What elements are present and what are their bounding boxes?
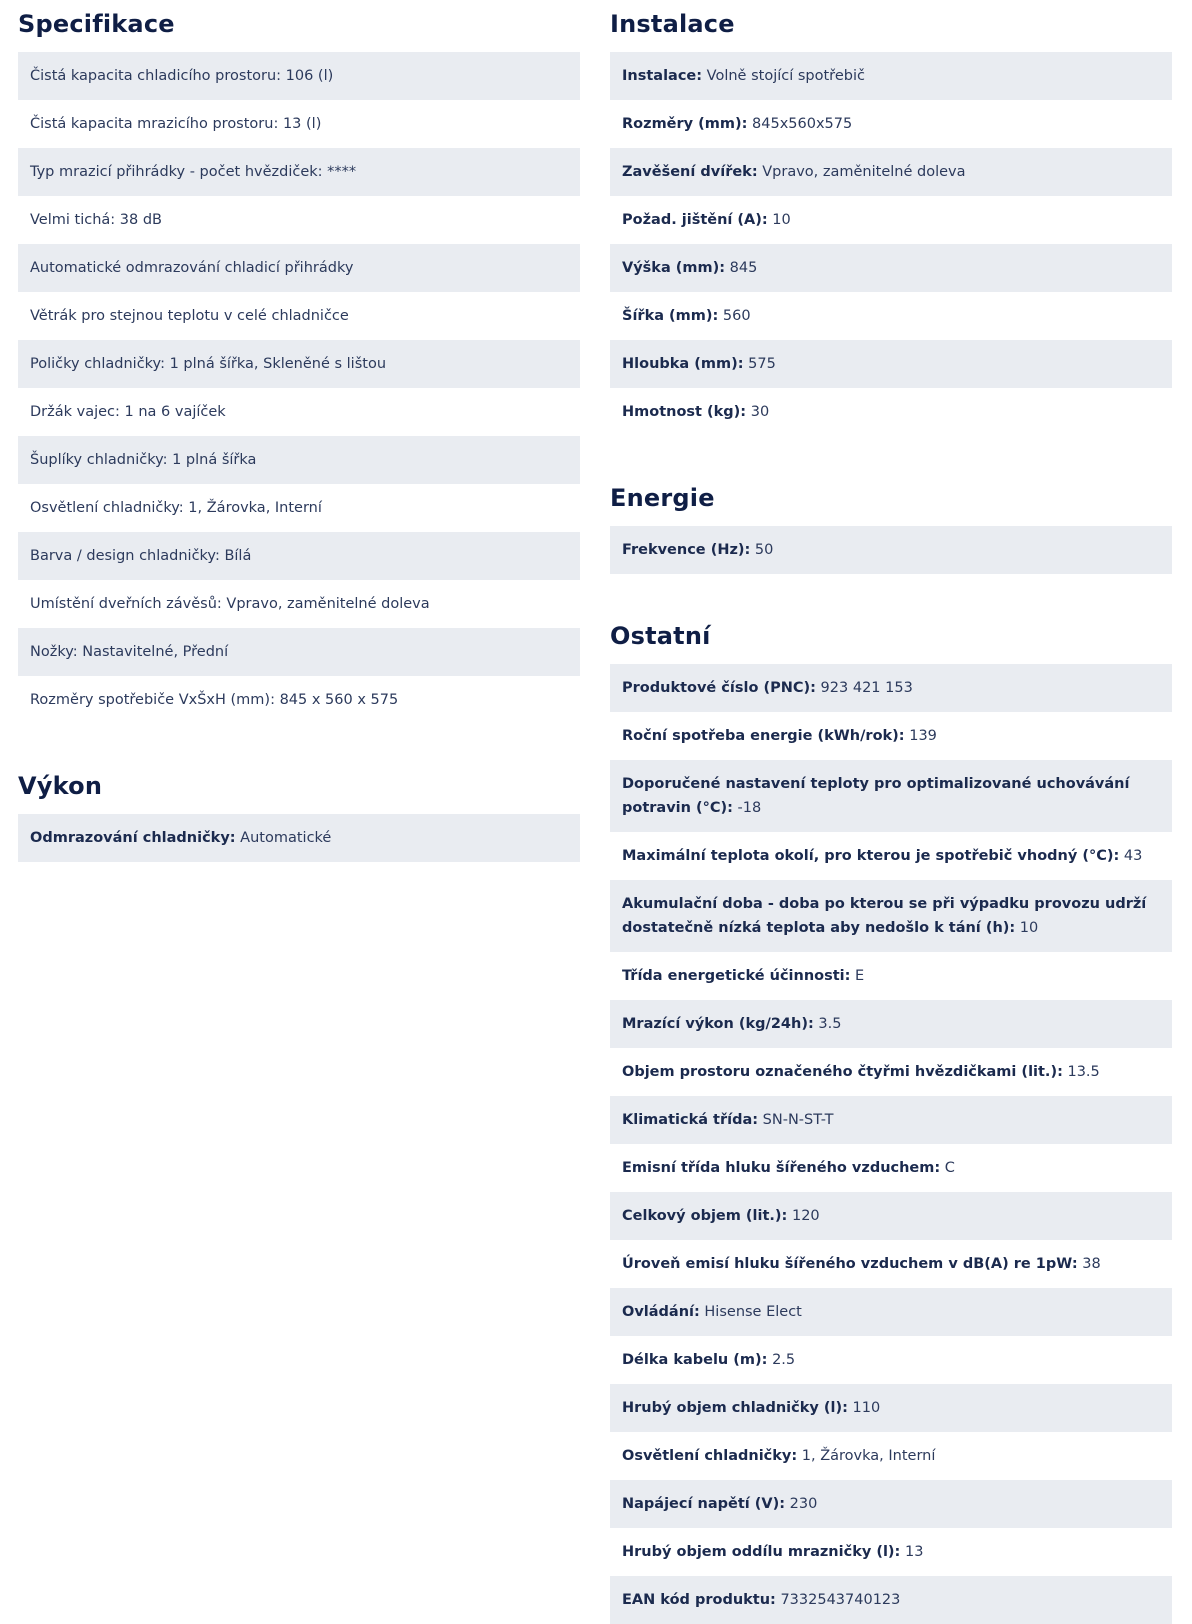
ostatni-row: [610, 1528, 1172, 1576]
row-key: Zavěšení dvířek:: [622, 164, 758, 180]
section-title-vykon: Výkon: [18, 772, 103, 800]
spec-row: Větrák pro stejnou teplotu v celé chladničce: [30, 308, 349, 324]
row-value: 120: [787, 1208, 820, 1224]
ostatni-row: [610, 1048, 1172, 1096]
row-key: Osvětlení chladničky:: [622, 1448, 798, 1464]
row-value: E: [850, 968, 865, 984]
row-value: 10: [1015, 920, 1039, 936]
row-key: Úroveň emisí hluku šířeného vzduchem v dB(A) re 1pW:: [622, 1256, 1078, 1272]
ostatni-row: [610, 952, 1172, 1000]
row-key: Hloubka (mm):: [622, 356, 744, 372]
instalace-row: [610, 340, 1172, 388]
section-spacer: [610, 574, 1172, 612]
instalace-row: [610, 148, 1172, 196]
section-title-specifikace: Specifikace: [18, 10, 175, 38]
row-value: Hisense Elect: [699, 1304, 802, 1320]
spec-row: Typ mrazicí přihrádky - počet hvězdiček: ****: [18, 148, 580, 196]
row-value: 139: [904, 728, 937, 744]
row-key: Napájecí napětí (V):: [622, 1496, 786, 1512]
row-value: SN-N-ST-T: [758, 1112, 834, 1128]
vykon-list: [18, 814, 580, 862]
spec-row: Šuplíky chladničky: 1 plná šířka: [18, 436, 580, 484]
ostatni-row: [610, 1480, 1172, 1528]
section-title-energie: Energie: [610, 484, 715, 512]
vykon-row: [18, 814, 580, 862]
ostatni-row: [610, 880, 1172, 952]
instalace-row: [610, 244, 1172, 292]
row-value: 845: [725, 260, 758, 276]
ostatni-row: [610, 760, 1172, 832]
row-value: 2.5: [767, 1352, 796, 1368]
row-key: Doporučené nastavení teploty pro optimalizované uchovávání potravin (°C):: [622, 776, 1130, 816]
instalace-row: [610, 100, 1172, 148]
energie-list: [610, 526, 1172, 574]
row-key: Celkový objem (lit.):: [622, 1208, 788, 1224]
row-value: 845x560x575: [747, 116, 853, 132]
row-key: Klimatická třída:: [622, 1112, 759, 1128]
ostatni-row: [610, 1336, 1172, 1384]
row-key: Hrubý objem chladničky (l):: [622, 1400, 848, 1416]
row-key: Délka kabelu (m):: [622, 1352, 768, 1368]
row-key: Emisní třída hluku šířeného vzduchem:: [622, 1160, 941, 1176]
row-key: Šířka (mm):: [622, 308, 719, 324]
instalace-row: [610, 388, 1172, 436]
ostatni-row: [610, 1240, 1172, 1288]
row-key: Frekvence (Hz):: [622, 542, 751, 558]
row-value: 10: [767, 212, 791, 228]
ostatni-row: [610, 1144, 1172, 1192]
spec-row: Umístění dveřních závěsů: Vpravo, zaměnitelné doleva: [30, 596, 430, 612]
section-spacer: [610, 436, 1172, 474]
spec-row: Rozměry spotřebiče VxŠxH (mm): 845 x 560 x 575: [30, 692, 399, 708]
ostatni-list: [610, 664, 1172, 1624]
row-key: Odmrazování chladničky:: [30, 830, 236, 846]
right-column: [610, 0, 1172, 1624]
section-title-ostatni: Ostatní: [610, 622, 711, 650]
row-value: 575: [743, 356, 776, 372]
row-value: 110: [847, 1400, 881, 1416]
row-value: 38: [1077, 1256, 1101, 1272]
row-key: Objem prostoru označeného čtyřmi hvězdičkami (lit.):: [622, 1064, 1063, 1080]
ostatni-row: [610, 1192, 1172, 1240]
ostatni-row: [610, 1576, 1172, 1624]
ostatni-row: [610, 664, 1172, 712]
energie-row: [610, 526, 1172, 574]
left-column: [18, 0, 580, 862]
ostatni-row: [610, 1288, 1172, 1336]
row-value: 560: [718, 308, 751, 324]
spec-row: Automatické odmrazování chladicí přihrádky: [18, 244, 580, 292]
row-value: 3.5: [813, 1016, 842, 1032]
ostatni-row: [610, 1000, 1172, 1048]
spec-row: Držák vajec: 1 na 6 vajíček: [30, 404, 226, 420]
row-key: Požad. jištění (A):: [622, 212, 768, 228]
row-key: Hrubý objem oddílu mrazničky (l):: [622, 1544, 901, 1560]
instalace-row: [610, 52, 1172, 100]
spec-row: Čistá kapacita mrazicího prostoru: 13 (l): [30, 116, 322, 132]
row-value: 923 421 153: [815, 680, 913, 696]
row-key: Hmotnost (kg):: [622, 404, 747, 420]
ostatni-row: [610, 1096, 1172, 1144]
instalace-list: [610, 52, 1172, 436]
spec-row: Poličky chladničky: 1 plná šířka, Skleněné s lištou: [18, 340, 580, 388]
row-value: 230: [785, 1496, 818, 1512]
section-title-instalace: Instalace: [610, 10, 735, 38]
ostatni-row: [610, 832, 1172, 880]
row-key: Ovládání:: [622, 1304, 700, 1320]
row-value: Automatické: [235, 830, 332, 846]
ostatni-row: [610, 1432, 1172, 1480]
row-key: Třída energetické účinnosti:: [622, 968, 851, 984]
spec-row: Čistá kapacita chladicího prostoru: 106 (l): [18, 52, 580, 100]
row-key: Mrazící výkon (kg/24h):: [622, 1016, 814, 1032]
ostatni-row: [610, 712, 1172, 760]
row-value: Volně stojící spotřebič: [702, 68, 865, 84]
row-key: Produktové číslo (PNC):: [622, 680, 816, 696]
row-key: Roční spotřeba energie (kWh/rok):: [622, 728, 905, 744]
instalace-row: [610, 292, 1172, 340]
row-value: 50: [750, 542, 774, 558]
specifikace-list: [18, 52, 580, 724]
row-key: Maximální teplota okolí, pro kterou je spotřebič vhodný (°C):: [622, 848, 1120, 864]
row-value: 30: [746, 404, 770, 420]
spec-row: Velmi tichá: 38 dB: [30, 212, 162, 228]
spec-row: Osvětlení chladničky: 1, Žárovka, Interní: [30, 500, 322, 516]
instalace-row: [610, 196, 1172, 244]
row-key: Rozměry (mm):: [622, 116, 748, 132]
row-value: 13.5: [1062, 1064, 1100, 1080]
row-value: 13: [900, 1544, 924, 1560]
row-value: 1, Žárovka, Interní: [797, 1448, 936, 1464]
section-spacer: [18, 724, 580, 762]
row-key: Výška (mm):: [622, 260, 726, 276]
row-value: 43: [1119, 848, 1143, 864]
row-key: EAN kód produktu:: [622, 1592, 776, 1608]
spec-row: Nožky: Nastavitelné, Přední: [18, 628, 580, 676]
ostatni-row: [610, 1384, 1172, 1432]
spec-row: Barva / design chladničky: Bílá: [18, 532, 580, 580]
row-key: Instalace:: [622, 68, 703, 84]
row-value: C: [940, 1160, 955, 1176]
row-value: Vpravo, zaměnitelné doleva: [757, 164, 966, 180]
row-key: Akumulační doba - doba po kterou se při výpadku provozu udrží dostatečně nízká teplota aby nedošlo k tání (h):: [622, 896, 1147, 936]
row-value: 7332543740123: [775, 1592, 901, 1608]
row-value: -18: [732, 800, 762, 816]
